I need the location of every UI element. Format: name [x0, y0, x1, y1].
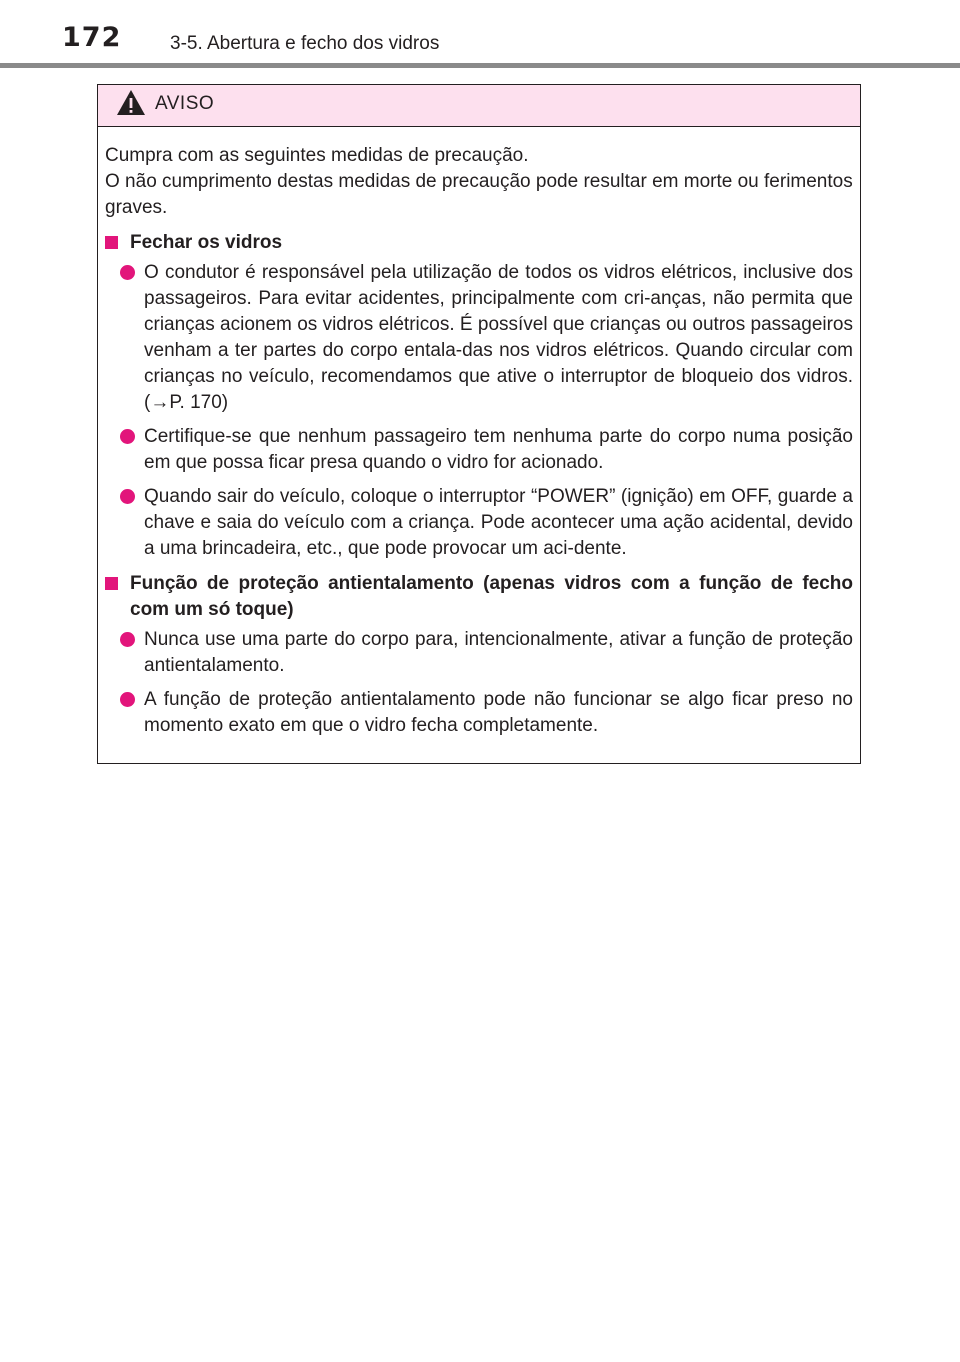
warning-header	[98, 85, 860, 127]
intro-line: O não cumprimento destas medidas de precaução pode resultar em morte ou ferimentos graves.	[105, 171, 853, 218]
list-item-text: Quando sair do veículo, coloque o interruptor “POWER” (ignição) em OFF, guarde a chave e saia do veículo com a criança. Pode acontecer uma ação acidental, devido a uma brincadeira, etc., que pode provocar um aci-dente.	[144, 486, 853, 559]
list-item-text: A função de proteção antientalamento pode não funcionar se algo ficar preso no momento exato em que o vidro fecha completamente.	[144, 689, 853, 736]
warning-intro	[105, 143, 853, 221]
section-heading-text: Fechar os vidros	[130, 232, 283, 253]
warning-triangle-icon	[116, 89, 146, 116]
list-item	[105, 424, 853, 476]
square-bullet-icon	[105, 236, 118, 249]
warning-box	[97, 84, 861, 764]
page-number: 172	[62, 22, 122, 53]
list-item	[105, 484, 853, 562]
list-item-text: Certifique-se que nenhum passageiro tem nenhuma parte do corpo numa posição em que possa ficar presa quando o vidro for acionado.	[144, 426, 853, 473]
section-heading-jam-protection	[105, 571, 853, 623]
intro-line: Cumpra com as seguintes medidas de precaução.	[105, 145, 529, 166]
list-item	[105, 687, 853, 739]
bullet-icon	[120, 692, 135, 707]
list-item	[105, 627, 853, 679]
list-item-text: Nunca use uma parte do corpo para, intencionalmente, ativar a função de proteção antientalamento.	[144, 629, 853, 676]
bullet-icon	[120, 632, 135, 647]
bullet-icon	[120, 429, 135, 444]
warning-label: AVISO	[155, 93, 215, 114]
section-heading-closing-windows	[105, 230, 853, 256]
bullet-icon	[120, 265, 135, 280]
bullet-icon	[120, 489, 135, 504]
list-item	[105, 260, 853, 416]
list-item-text: O condutor é responsável pela utilização de todos os vidros elétricos, inclusive dos passageiros. Para evitar acidentes, principalmente com cri-anças, não permita que crianças acionem os vidros elétricos. É possível que crianças ou outros passageiros venham a ter partes do corpo entala-das nos vidros elétricos. Quando circular com crianças no veículo, recomendamos que ative o interruptor de bloqueio dos vidros. (→P. 170)	[144, 262, 853, 413]
header-rule	[0, 63, 960, 68]
section-title: 3-5. Abertura e fecho dos vidros	[170, 33, 440, 54]
square-bullet-icon	[105, 577, 118, 590]
warning-body	[98, 127, 860, 739]
section-heading-text: Função de proteção antientalamento (apenas vidros com a função de fecho com um só toque)	[130, 573, 853, 620]
